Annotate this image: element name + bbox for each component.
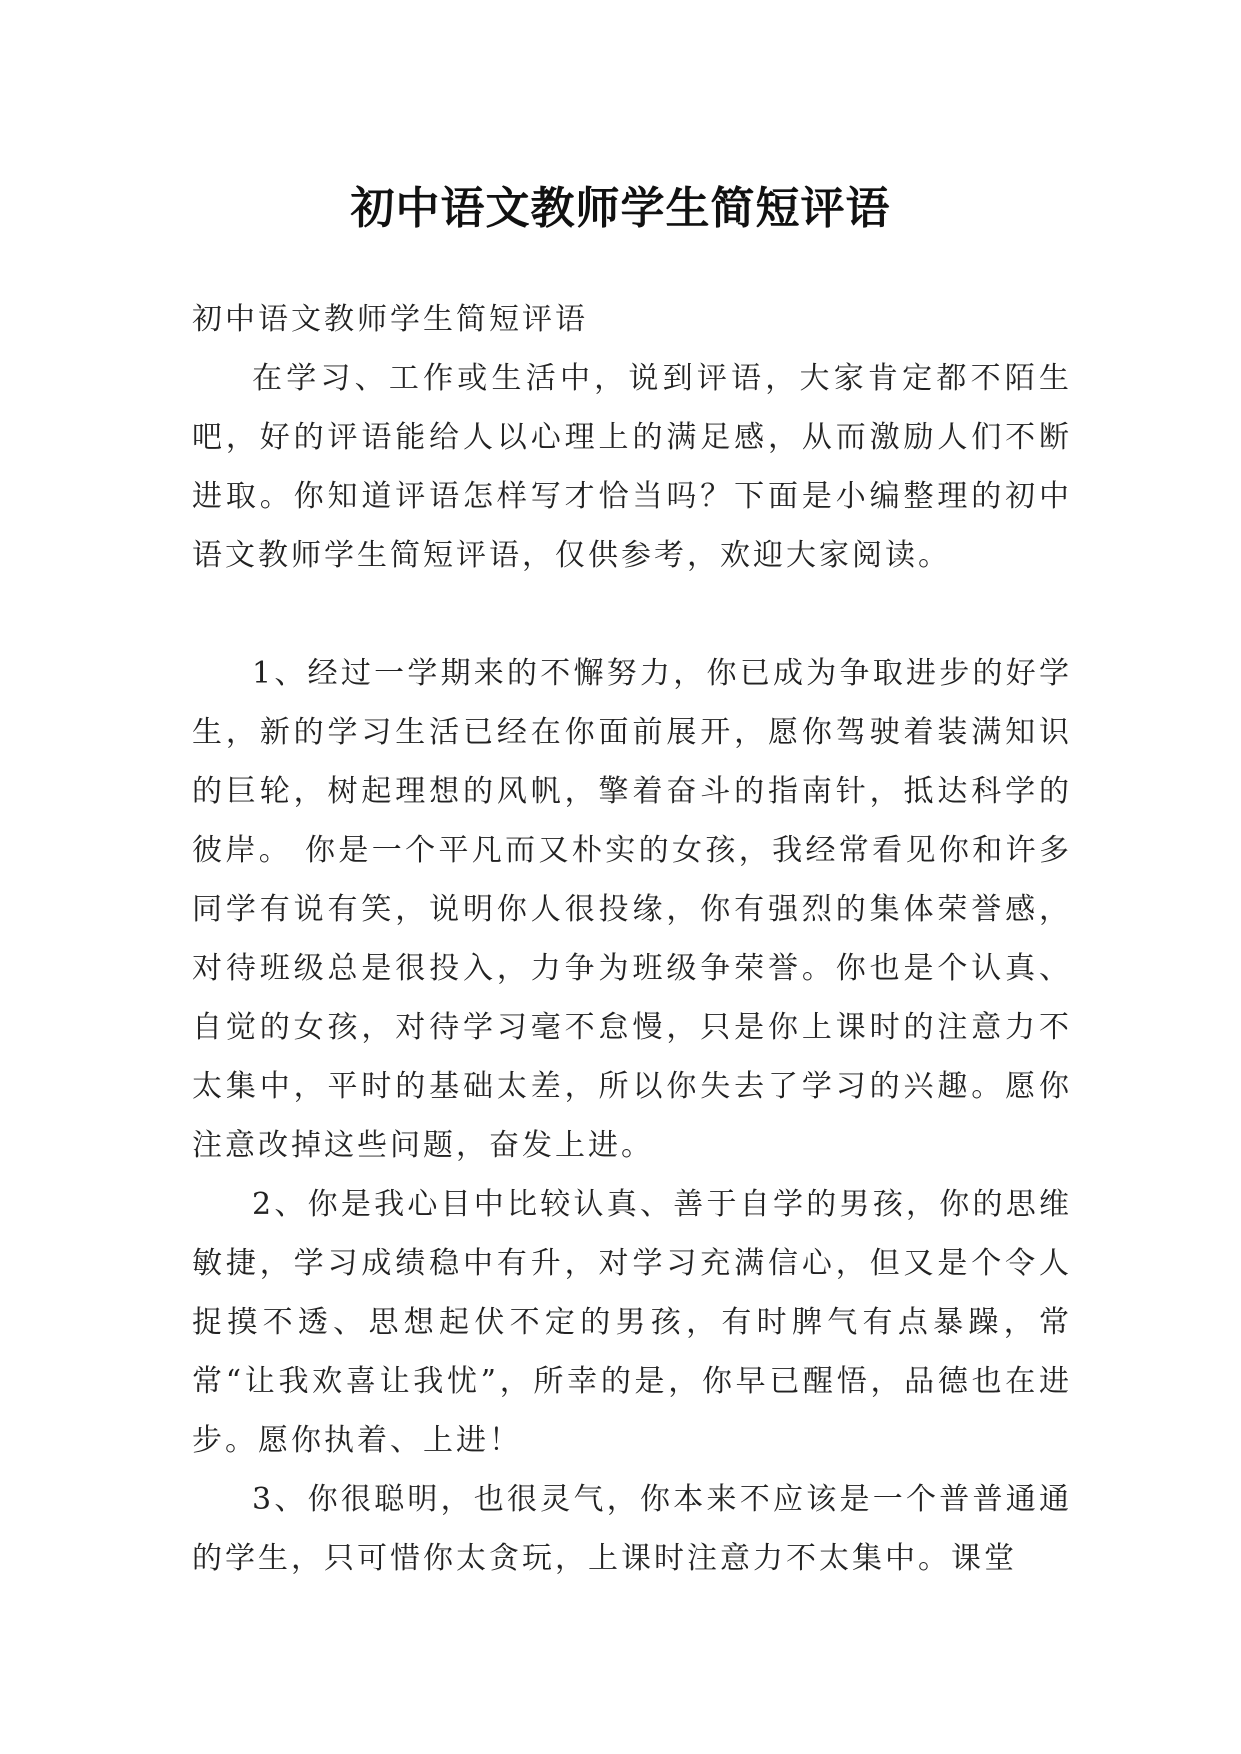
comment-paragraph-3: 3、你很聪明，也很灵气，你本来不应该是一个普普通通的学生，只可惜你太贪玩，上课时注意力不太集中。课堂 [192, 1482, 1072, 1576]
document-subtitle: 初中语文教师学生简短评语 [192, 302, 588, 337]
paragraph-spacer [192, 585, 1072, 644]
document-body [192, 290, 1072, 1588]
comment-paragraph-2: 2、你是我心目中比较认真、善于自学的男孩，你的思维敏捷，学习成绩稳中有升，对学习充满信心，但又是个令人捉摸不透、思想起伏不定的男孩，有时脾气有点暴躁，常常“让我欢喜让我忧”，所幸的是，你早已醒悟，品德也在进步。愿你执着、上进！ [192, 1187, 1072, 1458]
comment-paragraph-1: 1、经过一学期来的不懈努力，你已成为争取进步的好学生，新的学习生活已经在你面前展开，愿你驾驶着装满知识的巨轮，树起理想的风帆，擎着奋斗的指南针，抵达科学的彼岸。 你是一个平凡而又朴实的女孩，我经常看见你和许多同学有说有笑，说明你人很投缘，你有强烈的集体荣誉感，对待班级总是很投入，力争为班级争荣誉。你也是个认真、自觉的女孩，对待学习毫不怠慢，只是你上课时的注意力不太集中，平时的基础太差，所以你失去了学习的兴趣。愿你注意改掉这些问题，奋发上进。 [192, 656, 1072, 1163]
document-title: 初中语文教师学生简短评语 [350, 183, 891, 235]
intro-paragraph: 在学习、工作或生活中，说到评语，大家肯定都不陌生吧，好的评语能给人以心理上的满足感，从而激励人们不断进取。你知道评语怎样写才恰当吗？下面是小编整理的初中语文教师学生简短评语，仅供参考，欢迎大家阅读。 [192, 361, 1072, 573]
